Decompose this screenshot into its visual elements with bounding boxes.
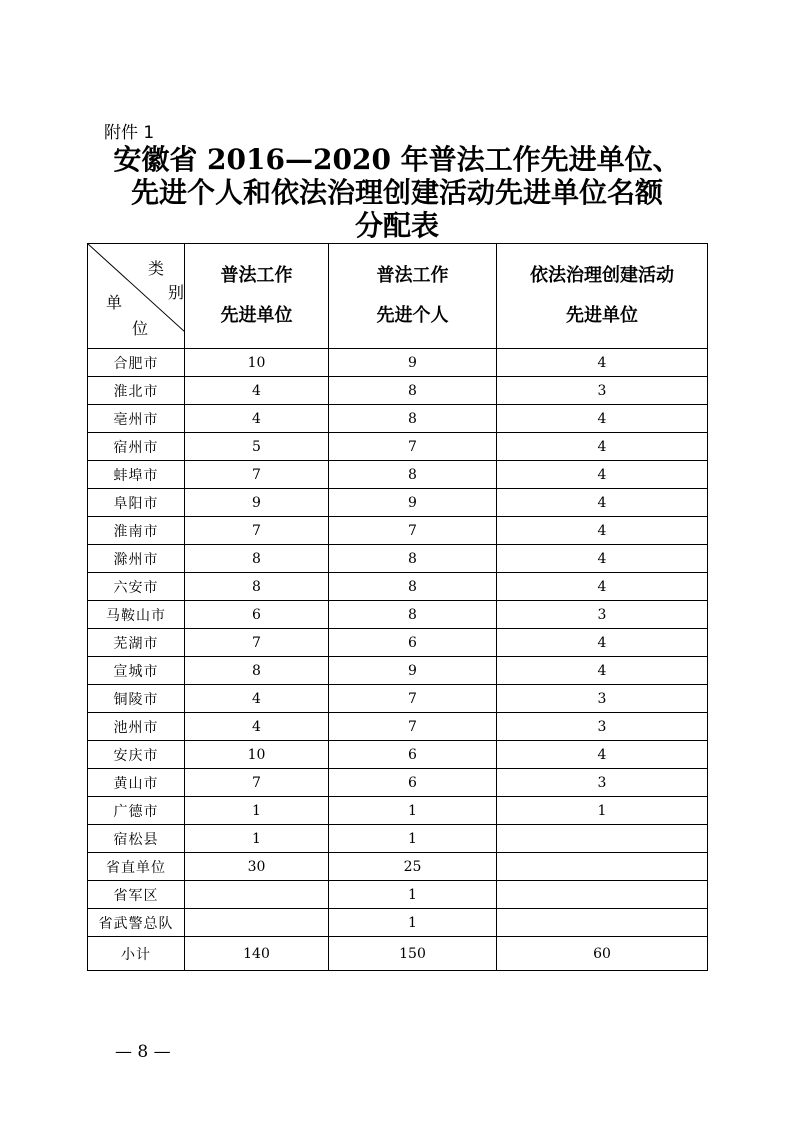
row-governance-units: 4 (497, 741, 708, 769)
header-column-1-line-1: 普法工作 (220, 265, 293, 286)
row-governance-units: 4 (497, 349, 708, 377)
row-governance-units: 4 (497, 489, 708, 517)
header-column-1 (185, 244, 329, 349)
row-advanced-units: 8 (185, 545, 329, 573)
row-governance-units: 4 (497, 405, 708, 433)
title-line-3: 分配表 (354, 209, 439, 242)
row-governance-units: 4 (497, 629, 708, 657)
table-row (88, 769, 708, 797)
row-unit-name: 马鞍山市 (88, 601, 185, 629)
row-advanced-units: 7 (185, 769, 329, 797)
table-row (88, 909, 708, 937)
table-row (88, 377, 708, 405)
row-unit-name: 池州市 (88, 713, 185, 741)
row-governance-units: 4 (497, 433, 708, 461)
table-row (88, 545, 708, 573)
row-unit-name: 宿州市 (88, 433, 185, 461)
row-advanced-individuals: 8 (329, 405, 497, 433)
row-governance-units: 4 (497, 657, 708, 685)
total-advanced-units: 140 (185, 937, 329, 971)
row-unit-name: 省武警总队 (88, 909, 185, 937)
header-column-2-line-2: 先进个人 (376, 305, 449, 326)
row-governance-units: 4 (497, 461, 708, 489)
row-unit-name: 宿松县 (88, 825, 185, 853)
row-governance-units (497, 881, 708, 909)
row-unit-name: 黄山市 (88, 769, 185, 797)
row-advanced-individuals: 25 (329, 853, 497, 881)
corner-category-2: 别 (168, 283, 185, 302)
row-advanced-units: 8 (185, 573, 329, 601)
row-governance-units: 4 (497, 573, 708, 601)
table-row (88, 713, 708, 741)
row-governance-units (497, 853, 708, 881)
total-row (88, 937, 708, 971)
table-row (88, 881, 708, 909)
title-line-2: 先进个人和依法治理创建活动先进单位名额 (130, 176, 663, 209)
corner-unit-1: 单 (106, 293, 123, 312)
row-advanced-units: 4 (185, 685, 329, 713)
table-body (88, 349, 708, 971)
row-unit-name: 铜陵市 (88, 685, 185, 713)
corner-unit-2: 位 (132, 319, 149, 338)
row-advanced-individuals: 8 (329, 377, 497, 405)
row-governance-units (497, 825, 708, 853)
row-governance-units: 1 (497, 797, 708, 825)
table-row (88, 349, 708, 377)
row-advanced-units: 4 (185, 713, 329, 741)
row-advanced-individuals: 8 (329, 573, 497, 601)
title-line-1: 安徽省 2016—2020 年普法工作先进单位、 (113, 143, 681, 176)
row-advanced-individuals: 6 (329, 769, 497, 797)
row-governance-units: 3 (497, 713, 708, 741)
header-column-2-line-1: 普法工作 (376, 265, 449, 286)
table-row (88, 825, 708, 853)
row-unit-name: 蚌埠市 (88, 461, 185, 489)
row-advanced-individuals: 9 (329, 349, 497, 377)
row-advanced-units: 1 (185, 797, 329, 825)
row-advanced-units: 10 (185, 349, 329, 377)
row-unit-name: 阜阳市 (88, 489, 185, 517)
row-advanced-units: 30 (185, 853, 329, 881)
row-unit-name: 安庆市 (88, 741, 185, 769)
table-row (88, 629, 708, 657)
header-column-3 (497, 244, 708, 349)
row-advanced-individuals: 9 (329, 489, 497, 517)
row-advanced-units: 7 (185, 629, 329, 657)
header-column-1-line-2: 先进单位 (220, 305, 293, 326)
row-advanced-units (185, 909, 329, 937)
row-governance-units: 3 (497, 685, 708, 713)
row-advanced-individuals: 1 (329, 797, 497, 825)
total-governance-units: 60 (497, 937, 708, 971)
table-row (88, 657, 708, 685)
table-row (88, 601, 708, 629)
row-unit-name: 省军区 (88, 881, 185, 909)
row-advanced-units: 4 (185, 377, 329, 405)
row-unit-name: 淮北市 (88, 377, 185, 405)
row-governance-units: 3 (497, 377, 708, 405)
row-unit-name: 芜湖市 (88, 629, 185, 657)
row-advanced-units: 4 (185, 405, 329, 433)
total-advanced-individuals: 150 (329, 937, 497, 971)
corner-category-1: 类 (148, 259, 165, 278)
row-advanced-units: 10 (185, 741, 329, 769)
row-advanced-individuals: 1 (329, 909, 497, 937)
row-advanced-units: 1 (185, 825, 329, 853)
row-governance-units: 3 (497, 601, 708, 629)
table-row (88, 433, 708, 461)
table-header-row (88, 244, 708, 349)
row-unit-name: 合肥市 (88, 349, 185, 377)
row-advanced-individuals: 7 (329, 713, 497, 741)
table-row (88, 489, 708, 517)
document-title (87, 143, 707, 242)
header-column-2 (329, 244, 497, 349)
row-advanced-units: 9 (185, 489, 329, 517)
row-advanced-individuals: 7 (329, 685, 497, 713)
quota-table (87, 243, 708, 971)
row-advanced-units: 5 (185, 433, 329, 461)
row-unit-name: 广德市 (88, 797, 185, 825)
header-corner-cell (88, 244, 185, 349)
row-advanced-individuals: 8 (329, 545, 497, 573)
row-advanced-individuals: 9 (329, 657, 497, 685)
table-row (88, 685, 708, 713)
row-advanced-units: 8 (185, 657, 329, 685)
row-advanced-units: 7 (185, 461, 329, 489)
row-unit-name: 六安市 (88, 573, 185, 601)
total-label: 小计 (88, 937, 185, 971)
table-row (88, 741, 708, 769)
table-row (88, 461, 708, 489)
row-advanced-individuals: 7 (329, 517, 497, 545)
row-governance-units: 3 (497, 769, 708, 797)
row-governance-units: 4 (497, 517, 708, 545)
row-unit-name: 亳州市 (88, 405, 185, 433)
table-row (88, 573, 708, 601)
attachment-label: 附件 1 (104, 123, 155, 143)
table-row (88, 405, 708, 433)
row-advanced-individuals: 8 (329, 461, 497, 489)
page-number: — 8 — (115, 1042, 171, 1062)
row-governance-units: 4 (497, 545, 708, 573)
row-unit-name: 宣城市 (88, 657, 185, 685)
table-row (88, 797, 708, 825)
header-column-3-line-1: 依法治理创建活动 (530, 265, 674, 286)
row-advanced-units (185, 881, 329, 909)
table-row (88, 853, 708, 881)
row-unit-name: 省直单位 (88, 853, 185, 881)
row-advanced-individuals: 1 (329, 881, 497, 909)
row-unit-name: 滁州市 (88, 545, 185, 573)
header-column-3-line-2: 先进单位 (566, 305, 638, 326)
row-advanced-individuals: 6 (329, 629, 497, 657)
row-advanced-individuals: 8 (329, 601, 497, 629)
row-advanced-units: 7 (185, 517, 329, 545)
row-advanced-individuals: 1 (329, 825, 497, 853)
row-governance-units (497, 909, 708, 937)
row-advanced-individuals: 7 (329, 433, 497, 461)
table-row (88, 517, 708, 545)
row-advanced-units: 6 (185, 601, 329, 629)
row-unit-name: 淮南市 (88, 517, 185, 545)
row-advanced-individuals: 6 (329, 741, 497, 769)
